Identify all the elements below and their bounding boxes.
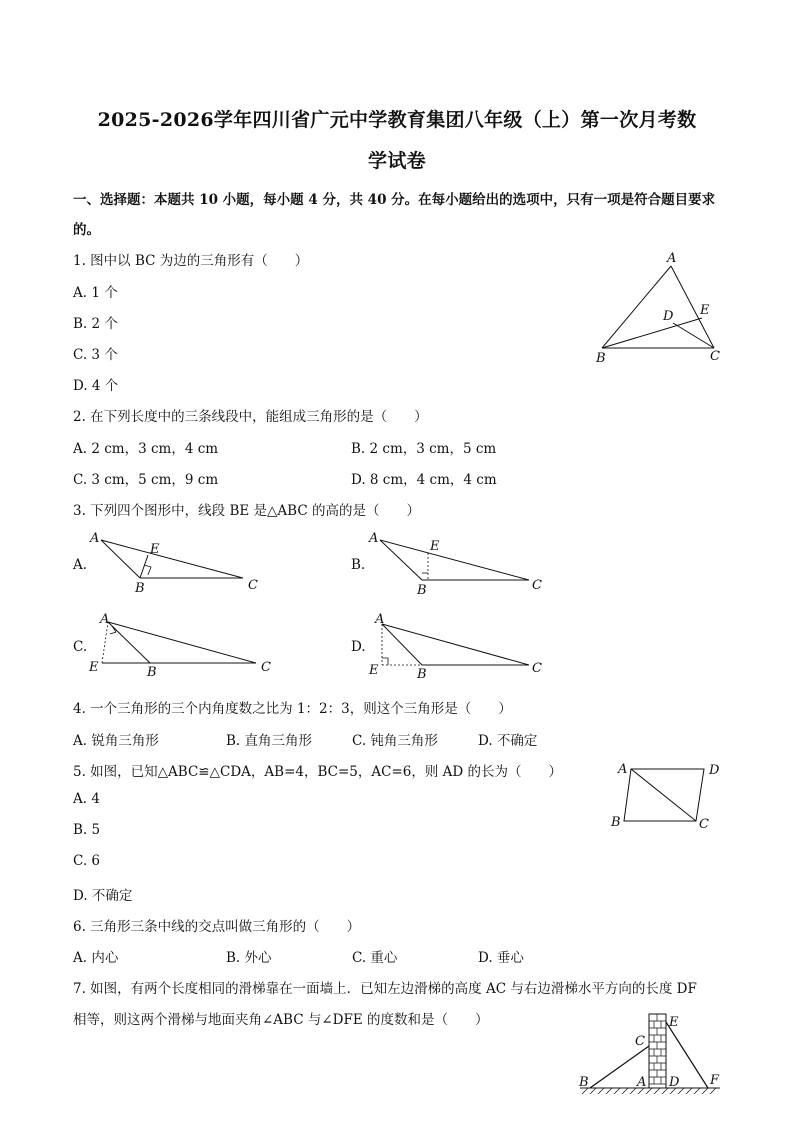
q3b-label-e: E [430,539,440,554]
question-3-option-b[interactable]: B. [351,557,366,573]
q1-label-c: C [710,349,720,364]
question-1-option-c[interactable]: C. 3 个 [73,347,118,363]
question-1-option-d[interactable]: D. 4 个 [73,378,119,394]
q3a-label-b: B [135,581,145,596]
q3d-label-e: E [369,663,379,678]
q3b-label-b: B [417,583,427,598]
q7-label-d: D [669,1075,680,1090]
question-6-option-b[interactable]: B. 外心 [226,950,272,966]
q7-label-a: A [637,1075,647,1090]
exam-title-line1: 2025-2026学年四川省广元中学教育集团八年级（上）第一次月考数 [97,109,697,131]
q3b-label-a: A [369,531,379,546]
q1-label-e: E [700,303,710,318]
question-3-figure-c [86,610,276,680]
q5-label-b: B [611,815,621,830]
question-3-figure-b [366,528,546,598]
question-3-option-c[interactable]: C. [73,639,88,655]
q3b-label-c: C [532,578,542,593]
q3c-label-e: E [89,660,99,675]
question-3-stem: 3. 下列四个图形中，线段 BE 是△ABC 的高的是（ ） [73,503,420,519]
question-5-option-d[interactable]: D. 不确定 [73,888,133,904]
q3d-label-b: B [417,667,427,682]
question-3-option-a[interactable]: A. [73,557,88,573]
question-7-stem-line2: 相等，则这两个滑梯与地面夹角∠ABC 与∠DFE 的度数和是（ ） [73,1012,489,1028]
q7-label-f: F [710,1073,720,1088]
q3c-label-a: A [100,612,110,627]
question-1-figure [590,250,730,370]
question-3-figure-a [88,528,268,598]
q5-label-c: C [699,817,709,832]
question-1-option-b[interactable]: B. 2 个 [73,316,118,332]
question-7-stem-line1: 7. 如图，有两个长度相同的滑梯靠在一面墙上．已知左边滑梯的高度 AC 与右边滑梯水平方向的长度 DF [73,981,697,997]
question-5-option-c[interactable]: C. 6 [73,853,101,869]
q1-label-d: D [663,309,674,324]
question-2-option-c[interactable]: C. 3 cm，5 cm，9 cm [73,472,219,488]
q3a-label-c: C [248,578,258,593]
exam-title-line2: 学试卷 [368,150,426,172]
question-4-option-a[interactable]: A. 锐角三角形 [73,733,159,749]
question-4-option-b[interactable]: B. 直角三角形 [226,733,313,749]
question-3-option-d[interactable]: D. [351,639,366,655]
question-4-option-c[interactable]: C. 钝角三角形 [352,733,438,749]
q7-label-e: E [669,1015,679,1030]
q3a-label-a: A [90,531,100,546]
q3c-label-b: B [147,665,157,680]
q3d-label-c: C [532,661,542,676]
question-5-stem: 5. 如图，已知△ABC≌△CDA，AB=4，BC=5，AC=6，则 AD 的长为（ ） [73,764,563,780]
q3a-label-e: E [150,542,160,557]
question-4-option-d[interactable]: D. 不确定 [478,733,538,749]
q5-label-a: A [618,762,628,777]
q7-label-b: B [579,1075,589,1090]
question-6-stem: 6. 三角形三条中线的交点叫做三角形的（ ） [73,919,361,935]
question-2-option-a[interactable]: A. 2 cm，3 cm，4 cm [73,441,219,457]
question-4-stem: 4. 一个三角形的三个内角度数之比为 1：2：3，则这个三角形是（ ） [73,701,512,717]
question-5-option-b[interactable]: B. 5 [73,822,101,838]
question-6-option-d[interactable]: D. 垂心 [478,950,524,966]
question-1-stem: 1. 图中以 BC 为边的三角形有（ ） [73,253,309,269]
q5-label-d: D [709,763,720,778]
section-instructions-cont: 的。 [73,222,100,238]
q1-label-a: A [667,251,677,266]
question-2-option-d[interactable]: D. 8 cm，4 cm，4 cm [351,472,497,488]
question-6-option-a[interactable]: A. 内心 [73,950,119,966]
question-1-option-a[interactable]: A. 1 个 [73,285,118,301]
q1-label-b: B [596,351,606,366]
question-5-figure [608,758,738,838]
q7-label-c: C [635,1034,645,1049]
question-2-option-b[interactable]: B. 2 cm，3 cm，5 cm [351,441,497,457]
question-5-option-a[interactable]: A. 4 [73,791,100,807]
question-3-figure-d [366,610,556,680]
question-6-option-c[interactable]: C. 重心 [352,950,398,966]
q3d-label-a: A [375,612,385,627]
q3c-label-c: C [261,660,271,675]
question-7-figure [576,1008,726,1108]
question-2-stem: 2. 在下列长度中的三条线段中，能组成三角形的是（ ） [73,409,428,425]
section-instructions: 一、选择题：本题共 10 小题，每小题 4 分，共 40 分。在每小题给出的选项中，只有一项是符合题目要求 [73,192,716,208]
